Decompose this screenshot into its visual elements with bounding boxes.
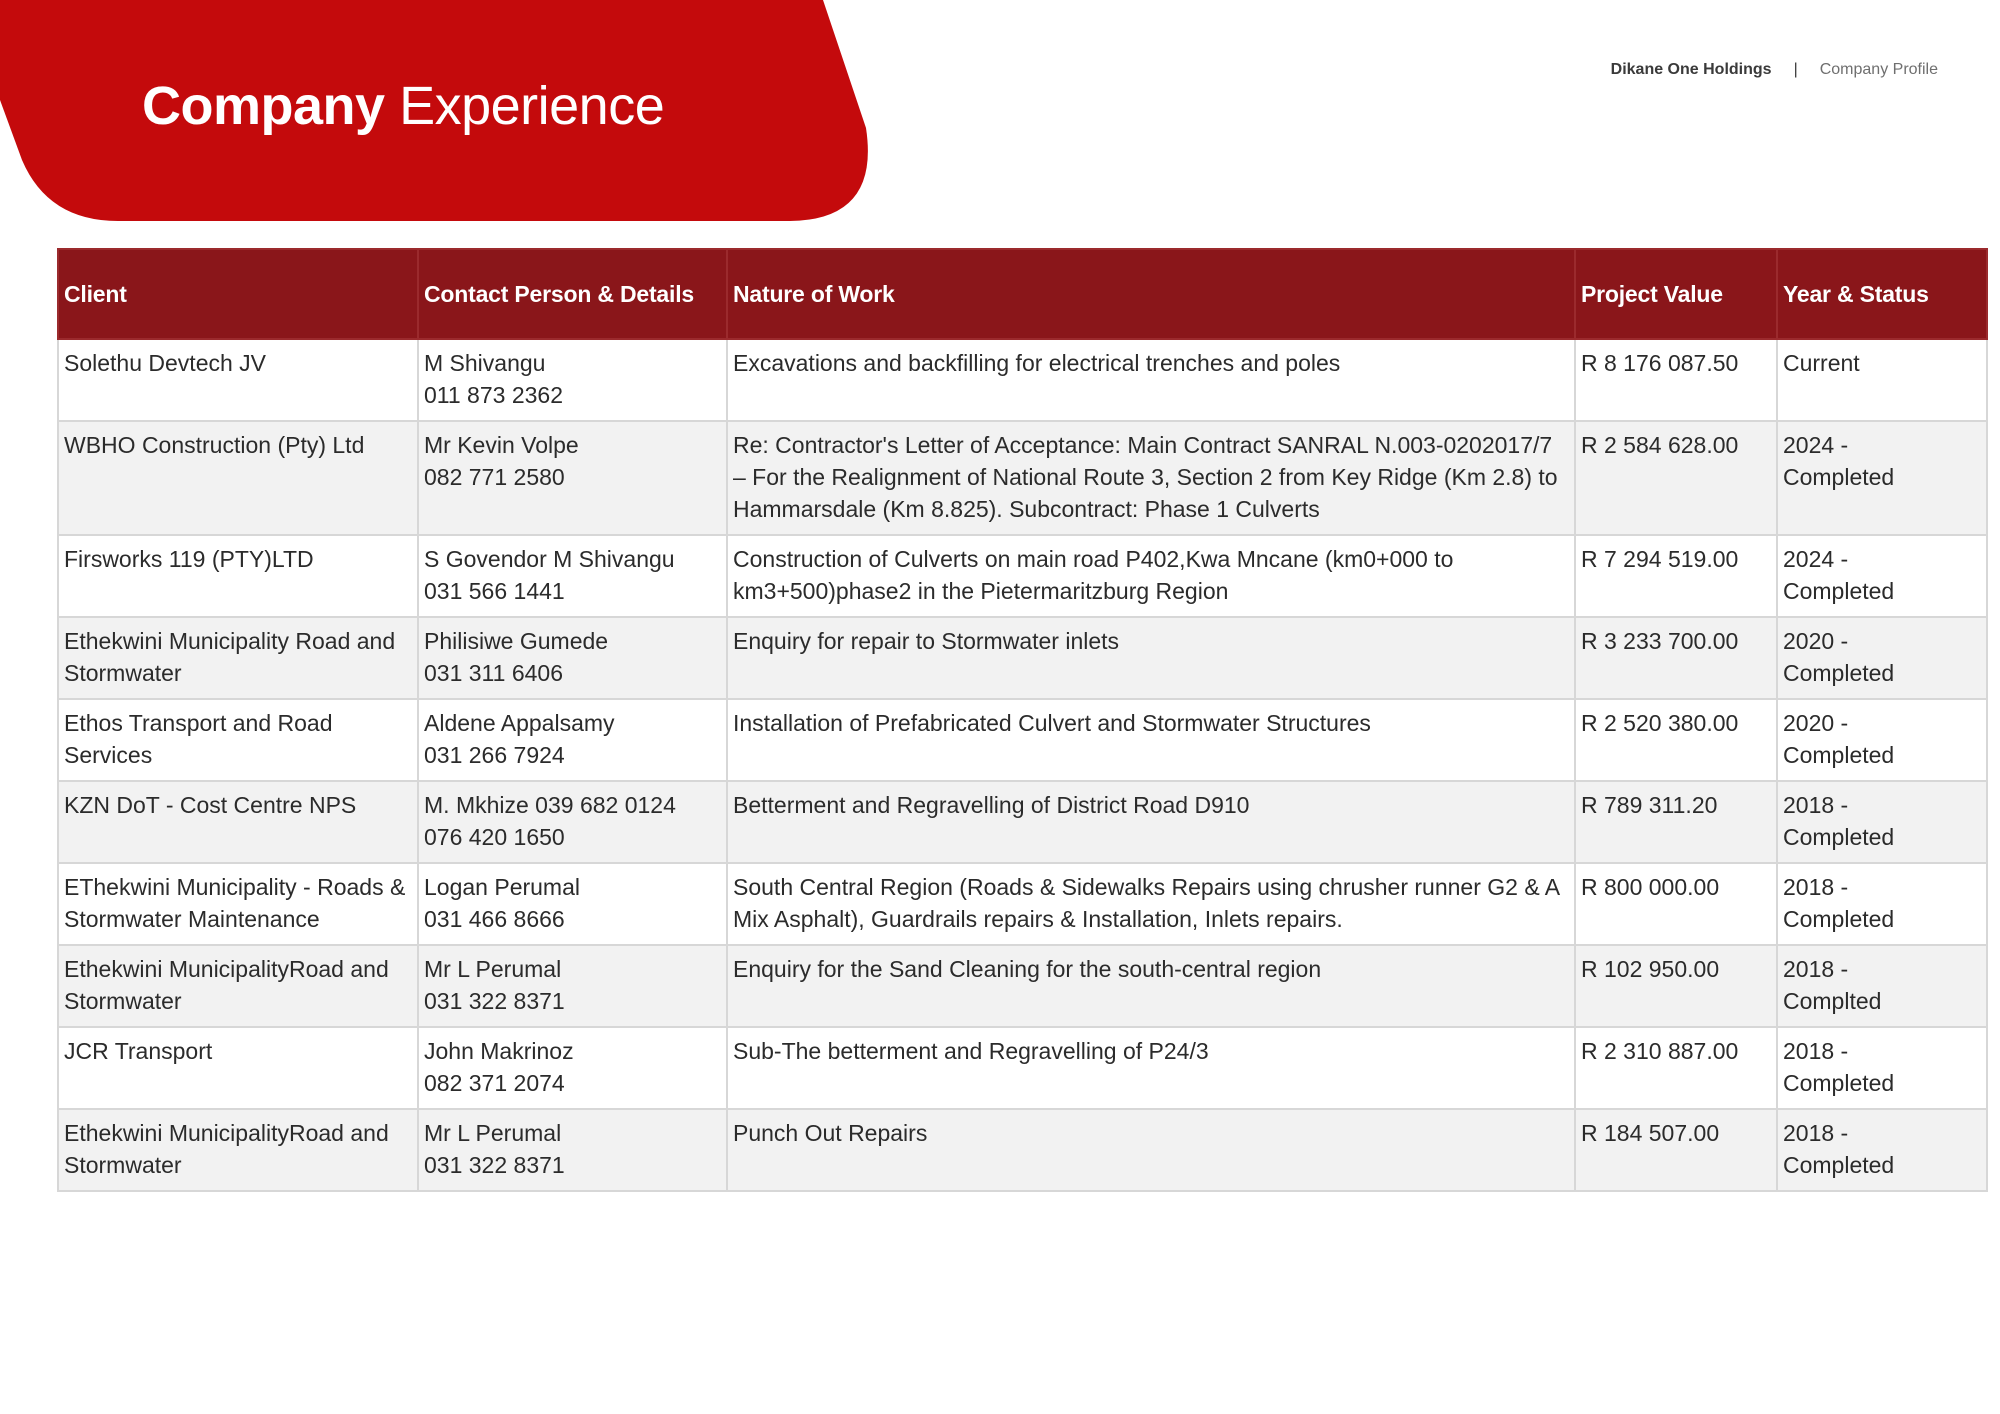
client-cell (58, 535, 418, 617)
header-separator: | (1793, 61, 1798, 78)
project-year: 2018 - (1783, 874, 1849, 900)
value-cell (1575, 781, 1777, 863)
table-row (58, 421, 1987, 535)
status-cell (1777, 1027, 1987, 1109)
company-name: Dikane One Holdings (1610, 61, 1772, 78)
value-cell (1575, 421, 1777, 535)
client-cell (58, 863, 418, 945)
status-cell (1777, 699, 1987, 781)
contact-cell (418, 617, 727, 699)
work-cell (727, 699, 1575, 781)
contact-cell (418, 863, 727, 945)
contact-phone: 011 873 2362 (424, 382, 563, 408)
work-description: Sub-The betterment and Regravelling of P24/3 (733, 1038, 1209, 1064)
project-value: R 2 520 380.00 (1581, 710, 1739, 736)
project-status: Completed (1783, 464, 1895, 490)
project-year: 2020 - (1783, 628, 1849, 654)
value-cell (1575, 863, 1777, 945)
client-cell (58, 1027, 418, 1109)
contact-name: S Govendor M Shivangu (424, 546, 675, 572)
client-cell (58, 1109, 418, 1191)
value-cell (1575, 945, 1777, 1027)
value-cell (1575, 339, 1777, 421)
contact-phone: 031 322 8371 (424, 988, 565, 1014)
column-header-contact: Contact Person & Details (418, 249, 727, 339)
status-cell (1777, 863, 1987, 945)
contact-cell (418, 1027, 727, 1109)
contact-phone: 031 466 8666 (424, 906, 565, 932)
status-cell (1777, 339, 1987, 421)
work-description: Betterment and Regravelling of District Road D910 (733, 792, 1250, 818)
project-year: 2018 - (1783, 1120, 1849, 1146)
work-cell (727, 945, 1575, 1027)
table-row (58, 699, 1987, 781)
contact-name: Philisiwe Gumede (424, 628, 609, 654)
work-cell (727, 421, 1575, 535)
status-cell (1777, 945, 1987, 1027)
experience-table (57, 248, 1988, 1192)
client-name: Ethos Transport and Road Services (64, 710, 333, 768)
contact-phone: 076 420 1650 (424, 824, 565, 850)
contact-name: John Makrinoz (424, 1038, 574, 1064)
contact-cell (418, 339, 727, 421)
client-cell (58, 339, 418, 421)
contact-name: M. Mkhize 039 682 0124 (424, 792, 676, 818)
project-value: R 102 950.00 (1581, 956, 1720, 982)
table-row (58, 1109, 1987, 1191)
project-year: 2018 - (1783, 1038, 1849, 1064)
client-name: EThekwini Municipality - Roads & Stormwater Maintenance (64, 874, 406, 932)
contact-phone: 031 322 8371 (424, 1152, 565, 1178)
work-description: Excavations and backfilling for electrical trenches and poles (733, 350, 1341, 376)
contact-name: Mr L Perumal (424, 956, 562, 982)
status-cell (1777, 617, 1987, 699)
client-cell (58, 699, 418, 781)
page-title (142, 74, 664, 138)
page-title-bold: Company (142, 76, 385, 136)
project-value: R 8 176 087.50 (1581, 350, 1739, 376)
work-description: Enquiry for the Sand Cleaning for the south-central region (733, 956, 1322, 982)
project-year: 2018 - (1783, 792, 1849, 818)
client-name: WBHO Construction (Pty) Ltd (64, 432, 365, 458)
contact-phone: 082 771 2580 (424, 464, 565, 490)
project-value: R 800 000.00 (1581, 874, 1720, 900)
contact-cell (418, 421, 727, 535)
contact-cell (418, 1109, 727, 1191)
project-value: R 3 233 700.00 (1581, 628, 1739, 654)
project-status: Completed (1783, 578, 1895, 604)
project-year: 2018 - (1783, 956, 1849, 982)
client-cell (58, 617, 418, 699)
project-status: Complted (1783, 988, 1882, 1014)
work-cell (727, 1027, 1575, 1109)
table-row (58, 1027, 1987, 1109)
work-description: Installation of Prefabricated Culvert and Stormwater Structures (733, 710, 1371, 736)
table-row (58, 617, 1987, 699)
contact-phone: 031 311 6406 (424, 660, 563, 686)
client-name: Solethu Devtech JV (64, 350, 267, 376)
status-cell (1777, 535, 1987, 617)
contact-cell (418, 699, 727, 781)
contact-phone: 031 566 1441 (424, 578, 565, 604)
contact-name: Logan Perumal (424, 874, 580, 900)
table-row (58, 339, 1987, 421)
project-value: R 184 507.00 (1581, 1120, 1720, 1146)
project-year: Current (1783, 350, 1860, 376)
project-value: R 7 294 519.00 (1581, 546, 1739, 572)
contact-cell (418, 781, 727, 863)
contact-phone: 082 371 2074 (424, 1070, 565, 1096)
work-cell (727, 617, 1575, 699)
client-name: Ethekwini Municipality Road and Stormwater (64, 628, 396, 686)
work-cell (727, 781, 1575, 863)
project-value: R 2 584 628.00 (1581, 432, 1739, 458)
project-status: Completed (1783, 742, 1895, 768)
value-cell (1575, 699, 1777, 781)
work-description: Re: Contractor's Letter of Acceptance: Main Contract SANRAL N.003-0202017/7 – For the Realignment of National Route 3, Section 2 from Key Ridge (Km 2.8) to Hammarsdale (Km 8.825). Subcontract: Phase 1 Culverts (733, 432, 1558, 522)
project-year: 2024 - (1783, 432, 1849, 458)
project-status: Completed (1783, 660, 1895, 686)
client-cell (58, 781, 418, 863)
work-description: Punch Out Repairs (733, 1120, 928, 1146)
work-cell (727, 863, 1575, 945)
document-header (1611, 60, 1938, 80)
table-body (58, 339, 1987, 1191)
client-name: Ethekwini MunicipalityRoad and Stormwater (64, 1120, 389, 1178)
status-cell (1777, 421, 1987, 535)
value-cell (1575, 1109, 1777, 1191)
page-title-rest: Experience (399, 76, 665, 136)
document-type: Company Profile (1819, 61, 1938, 78)
contact-name: Aldene Appalsamy (424, 710, 615, 736)
project-status: Completed (1783, 906, 1895, 932)
client-name: Ethekwini MunicipalityRoad and Stormwater (64, 956, 389, 1014)
value-cell (1575, 1027, 1777, 1109)
contact-name: M Shivangu (424, 350, 546, 376)
project-year: 2024 - (1783, 546, 1849, 572)
project-status: Completed (1783, 1152, 1895, 1178)
work-description: South Central Region (Roads & Sidewalks Repairs using chrusher runner G2 & A Mix Asphalt), Guardrails repairs & Installation, Inlets repairs. (733, 874, 1559, 932)
work-cell (727, 535, 1575, 617)
project-status: Completed (1783, 1070, 1895, 1096)
work-description: Construction of Culverts on main road P402,Kwa Mncane (km0+000 to km3+500)phase2 in the Pietermaritzburg Region (733, 546, 1454, 604)
client-name: JCR Transport (64, 1038, 213, 1064)
status-cell (1777, 781, 1987, 863)
experience-table-container (57, 248, 1986, 1192)
table-header-row (58, 249, 1987, 339)
work-description: Enquiry for repair to Stormwater inlets (733, 628, 1120, 654)
client-name: KZN DoT - Cost Centre NPS (64, 792, 357, 818)
client-cell (58, 421, 418, 535)
work-cell (727, 339, 1575, 421)
table-row (58, 535, 1987, 617)
table-row (58, 945, 1987, 1027)
project-value: R 789 311.20 (1581, 792, 1718, 818)
column-header-work: Nature of Work (727, 249, 1575, 339)
contact-phone: 031 266 7924 (424, 742, 565, 768)
work-cell (727, 1109, 1575, 1191)
column-header-client: Client (58, 249, 418, 339)
contact-cell (418, 535, 727, 617)
column-header-value: Project Value (1575, 249, 1777, 339)
project-status: Completed (1783, 824, 1895, 850)
table-row (58, 781, 1987, 863)
value-cell (1575, 535, 1777, 617)
project-year: 2020 - (1783, 710, 1849, 736)
value-cell (1575, 617, 1777, 699)
contact-name: Mr Kevin Volpe (424, 432, 579, 458)
client-name: Firsworks 119 (PTY)LTD (64, 546, 314, 572)
table-row (58, 863, 1987, 945)
project-value: R 2 310 887.00 (1581, 1038, 1739, 1064)
contact-cell (418, 945, 727, 1027)
contact-name: Mr L Perumal (424, 1120, 562, 1146)
status-cell (1777, 1109, 1987, 1191)
column-header-status: Year & Status (1777, 249, 1987, 339)
client-cell (58, 945, 418, 1027)
